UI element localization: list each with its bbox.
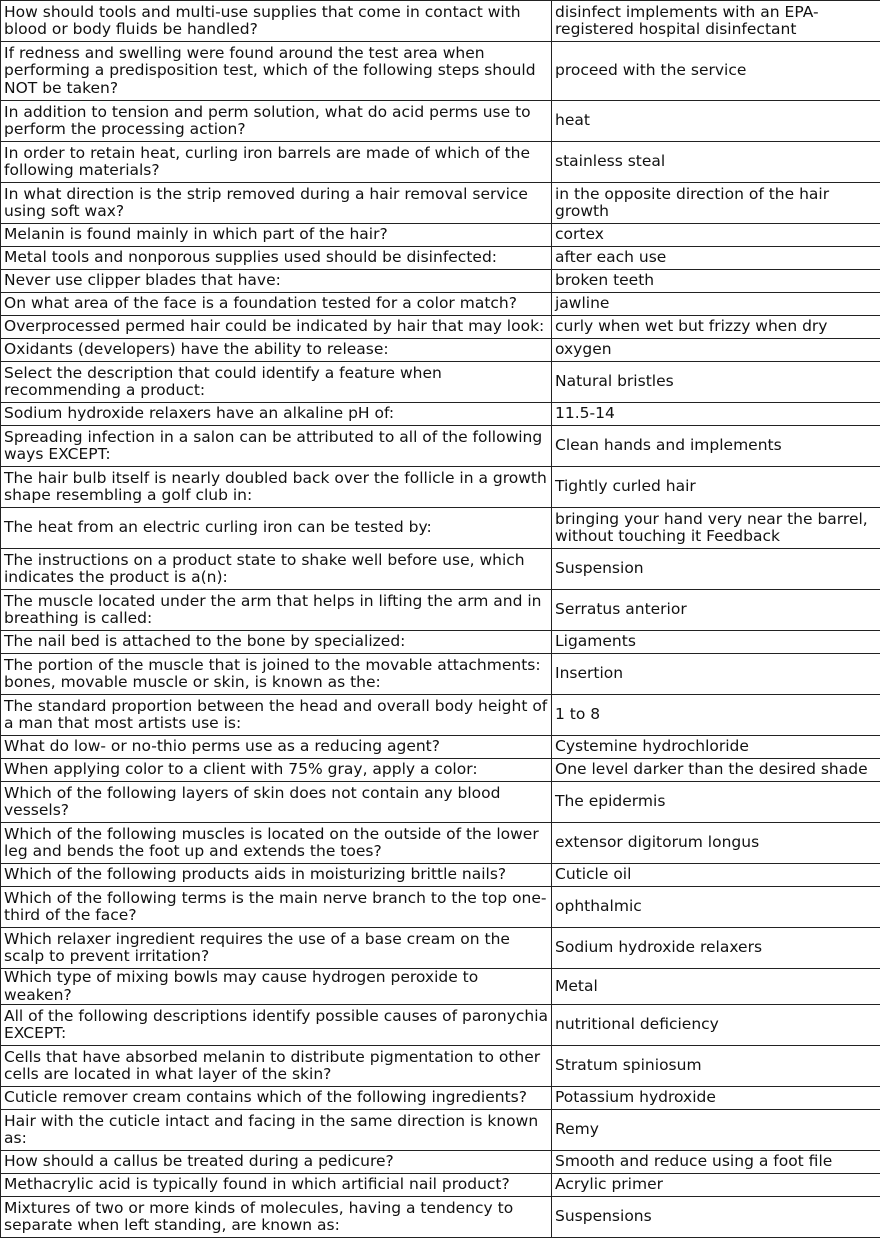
question-cell: The heat from an electric curling iron can be tested by: — [1, 508, 552, 549]
question-cell: Hair with the cuticle intact and facing in the same direction is known as: — [1, 1110, 552, 1151]
answer-cell: disinfect implements with an EPA-registered hospital disinfectant — [552, 1, 880, 42]
answer-cell: Suspension — [552, 549, 880, 590]
question-cell: Cuticle remover cream contains which of the following ingredients? — [1, 1087, 552, 1110]
table-row — [1, 1110, 880, 1151]
answer-cell: oxygen — [552, 339, 880, 362]
question-cell: Metal tools and nonporous supplies used should be disinfected: — [1, 247, 552, 270]
table-row — [1, 403, 880, 426]
table-row — [1, 887, 880, 928]
question-cell: How should tools and multi-use supplies that come in contact with blood or body fluids be handled? — [1, 1, 552, 42]
answer-cell: 11.5-14 — [552, 403, 880, 426]
table-row — [1, 339, 880, 362]
answer-cell: Ligaments — [552, 631, 880, 654]
question-cell: Methacrylic acid is typically found in which artificial nail product? — [1, 1174, 552, 1197]
table-row — [1, 1087, 880, 1110]
answer-cell: Sodium hydroxide relaxers — [552, 928, 880, 969]
question-cell: Never use clipper blades that have: — [1, 270, 552, 293]
table-row — [1, 426, 880, 467]
question-cell: If redness and swelling were found around the test area when performing a predisposition test, which of the following steps should NOT be taken? — [1, 42, 552, 101]
table-row — [1, 224, 880, 247]
question-cell: Overprocessed permed hair could be indicated by hair that may look: — [1, 316, 552, 339]
answer-cell: proceed with the service — [552, 42, 880, 101]
question-cell: When applying color to a client with 75% gray, apply a color: — [1, 759, 552, 782]
answer-cell: stainless steal — [552, 142, 880, 183]
table-row — [1, 1, 880, 42]
answer-cell: cortex — [552, 224, 880, 247]
question-cell: In addition to tension and perm solution, what do acid perms use to perform the processing action? — [1, 101, 552, 142]
answer-cell: Acrylic primer — [552, 1174, 880, 1197]
table-row — [1, 1151, 880, 1174]
question-cell: The hair bulb itself is nearly doubled back over the follicle in a growth shape resembling a golf club in: — [1, 467, 552, 508]
table-row — [1, 823, 880, 864]
answer-cell: Serratus anterior — [552, 590, 880, 631]
answer-cell: curly when wet but frizzy when dry — [552, 316, 880, 339]
answer-cell: bringing your hand very near the barrel, without touching it Feedback — [552, 508, 880, 549]
table-row — [1, 590, 880, 631]
answer-cell: Suspensions — [552, 1197, 880, 1238]
answer-cell: Metal — [552, 969, 880, 1005]
table-row — [1, 42, 880, 101]
table-row — [1, 247, 880, 270]
table-row — [1, 101, 880, 142]
question-cell: Which type of mixing bowls may cause hydrogen peroxide to weaken? — [1, 969, 552, 1005]
question-cell: What do low- or no-thio perms use as a reducing agent? — [1, 736, 552, 759]
question-cell: Select the description that could identify a feature when recommending a product: — [1, 362, 552, 403]
question-cell: The portion of the muscle that is joined to the movable attachments: bones, movable muscle or skin, is known as the: — [1, 654, 552, 695]
question-cell: In order to retain heat, curling iron barrels are made of which of the following materials? — [1, 142, 552, 183]
table-row — [1, 270, 880, 293]
table-row — [1, 316, 880, 339]
question-cell: Which of the following muscles is located on the outside of the lower leg and bends the foot up and extends the toes? — [1, 823, 552, 864]
table-row — [1, 631, 880, 654]
table-row — [1, 1005, 880, 1046]
table-row — [1, 736, 880, 759]
answer-cell: Remy — [552, 1110, 880, 1151]
answer-cell: Stratum spiniosum — [552, 1046, 880, 1087]
answer-cell: extensor digitorum longus — [552, 823, 880, 864]
answer-cell: Potassium hydroxide — [552, 1087, 880, 1110]
question-cell: The instructions on a product state to shake well before use, which indicates the product is a(n): — [1, 549, 552, 590]
answer-cell: nutritional deficiency — [552, 1005, 880, 1046]
answer-cell: in the opposite direction of the hair growth — [552, 183, 880, 224]
table-row — [1, 759, 880, 782]
table-row — [1, 549, 880, 590]
qa-table-body — [1, 1, 880, 1238]
answer-cell: Insertion — [552, 654, 880, 695]
answer-cell: The epidermis — [552, 782, 880, 823]
table-row — [1, 1197, 880, 1238]
answer-cell: Clean hands and implements — [552, 426, 880, 467]
table-row — [1, 467, 880, 508]
table-row — [1, 362, 880, 403]
question-cell: The muscle located under the arm that helps in lifting the arm and in breathing is called: — [1, 590, 552, 631]
table-row — [1, 928, 880, 969]
answer-cell: Natural bristles — [552, 362, 880, 403]
table-row — [1, 654, 880, 695]
question-cell: On what area of the face is a foundation tested for a color match? — [1, 293, 552, 316]
table-row — [1, 1174, 880, 1197]
question-cell: Which of the following products aids in moisturizing brittle nails? — [1, 864, 552, 887]
table-row — [1, 864, 880, 887]
table-row — [1, 782, 880, 823]
question-cell: The nail bed is attached to the bone by specialized: — [1, 631, 552, 654]
answer-cell: ophthalmic — [552, 887, 880, 928]
question-cell: Spreading infection in a salon can be attributed to all of the following ways EXCEPT: — [1, 426, 552, 467]
question-cell: All of the following descriptions identify possible causes of paronychia EXCEPT: — [1, 1005, 552, 1046]
answer-cell: 1 to 8 — [552, 695, 880, 736]
question-cell: Which of the following layers of skin does not contain any blood vessels? — [1, 782, 552, 823]
question-cell: In what direction is the strip removed during a hair removal service using soft wax? — [1, 183, 552, 224]
question-cell: Which relaxer ingredient requires the use of a base cream on the scalp to prevent irritation? — [1, 928, 552, 969]
question-cell: Cells that have absorbed melanin to distribute pigmentation to other cells are located in what layer of the skin? — [1, 1046, 552, 1087]
table-row — [1, 1046, 880, 1087]
question-cell: How should a callus be treated during a pedicure? — [1, 1151, 552, 1174]
answer-cell: Cuticle oil — [552, 864, 880, 887]
answer-cell: heat — [552, 101, 880, 142]
answer-cell: One level darker than the desired shade — [552, 759, 880, 782]
question-cell: Sodium hydroxide relaxers have an alkaline pH of: — [1, 403, 552, 426]
answer-cell: Cystemine hydrochloride — [552, 736, 880, 759]
table-row — [1, 142, 880, 183]
answer-cell: Tightly curled hair — [552, 467, 880, 508]
question-cell: Melanin is found mainly in which part of the hair? — [1, 224, 552, 247]
question-cell: Mixtures of two or more kinds of molecules, having a tendency to separate when left standing, are known as: — [1, 1197, 552, 1238]
answer-cell: jawline — [552, 293, 880, 316]
question-cell: The standard proportion between the head and overall body height of a man that most artists use is: — [1, 695, 552, 736]
answer-cell: Smooth and reduce using a foot file — [552, 1151, 880, 1174]
table-row — [1, 969, 880, 1005]
table-row — [1, 508, 880, 549]
table-row — [1, 183, 880, 224]
table-row — [1, 695, 880, 736]
question-cell: Oxidants (developers) have the ability to release: — [1, 339, 552, 362]
question-cell: Which of the following terms is the main nerve branch to the top one-third of the face? — [1, 887, 552, 928]
table-row — [1, 293, 880, 316]
answer-cell: after each use — [552, 247, 880, 270]
answer-cell: broken teeth — [552, 270, 880, 293]
